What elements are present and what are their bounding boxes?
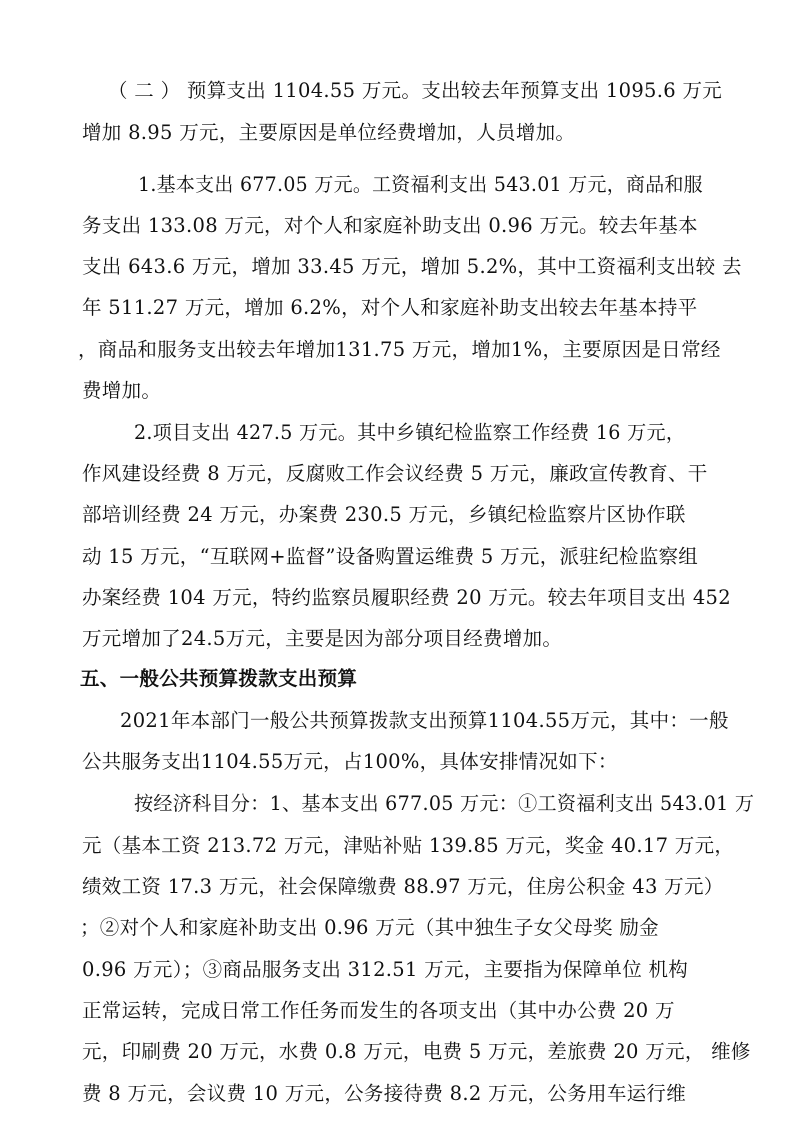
paragraph-line: 增加 8.95 万元，主要原因是单位经费增加，人员增加。	[82, 121, 576, 144]
paragraph-line: 2.项目支出 427.5 万元。其中乡镇纪检监察工作经费 16 万元，	[134, 421, 686, 444]
paragraph-line: 万元增加了24.5万元，主要是因为部分项目经费增加。	[82, 627, 563, 650]
paragraph-line: 动 15 万元，“互联网+监督”设备购置运维费 5 万元，派驻纪检监察组	[82, 545, 699, 568]
paragraph-line: 绩效工资 17.3 万元，社会保障缴费 88.97 万元，住房公积金 43 万元）	[82, 875, 724, 898]
paragraph-line: 办案经费 104 万元，特约监察员履职经费 20 万元。较去年项目支出 452	[82, 586, 731, 609]
paragraph-line: 费增加。	[82, 379, 162, 402]
paragraph-line: 部培训经费 24 万元，办案费 230.5 万元，乡镇纪检监察片区协作联	[82, 503, 686, 526]
paragraph-line: 元（基本工资 213.72 万元，津贴补贴 139.85 万元，奖金 40.17 万元，	[82, 834, 735, 857]
paragraph-line: 按经济科目分：1、基本支出 677.05 万元：①工资福利支出 543.01 万	[134, 792, 755, 815]
paragraph-line: 作风建设经费 8 万元，反腐败工作会议经费 5 万元，廉政宣传教育、干	[82, 462, 708, 485]
paragraph-line: 正常运转，完成日常工作任务而发生的各项支出（其中办公费 20 万	[82, 999, 675, 1022]
paragraph-line: （ 二 ） 预算支出 1104.55 万元。支出较去年预算支出 1095.6 万元	[108, 79, 723, 102]
paragraph-line: 年 511.27 万元，增加 6.2%，对个人和家庭补助支出较去年基本持平	[82, 296, 698, 319]
paragraph-line: ，商品和服务支出较去年增加131.75 万元，增加1%，主要原因是日常经	[78, 338, 721, 361]
paragraph-line: 元，印刷费 20 万元，水费 0.8 万元，电费 5 万元，差旅费 20 万元， 维修	[82, 1040, 751, 1063]
paragraph-line: ；②对个人和家庭补助支出 0.96 万元（其中独生子女父母奖 励金	[80, 916, 659, 939]
paragraph-line: 1.基本支出 677.05 万元。工资福利支出 543.01 万元，商品和服	[138, 173, 703, 196]
paragraph-line: 费 8 万元，会议费 10 万元，公务接待费 8.2 万元，公务用车运行维	[82, 1082, 687, 1105]
section-heading: 五、一般公共预算拨款支出预算	[80, 667, 358, 690]
paragraph-line: 0.96 万元）；③商品服务支出 312.51 万元，主要指为保障单位 机构	[82, 958, 689, 981]
paragraph-line: 务支出 133.08 万元，对个人和家庭补助支出 0.96 万元。较去年基本	[82, 214, 698, 237]
paragraph-line: 2021年本部门一般公共预算拨款支出预算1104.55万元，其中：一般	[120, 709, 729, 732]
paragraph-line: 支出 643.6 万元，增加 33.45 万元，增加 5.2%，其中工资福利支出较 去	[82, 255, 742, 278]
paragraph-line: 公共服务支出1104.55万元，占100%，具体安排情况如下：	[82, 750, 618, 773]
